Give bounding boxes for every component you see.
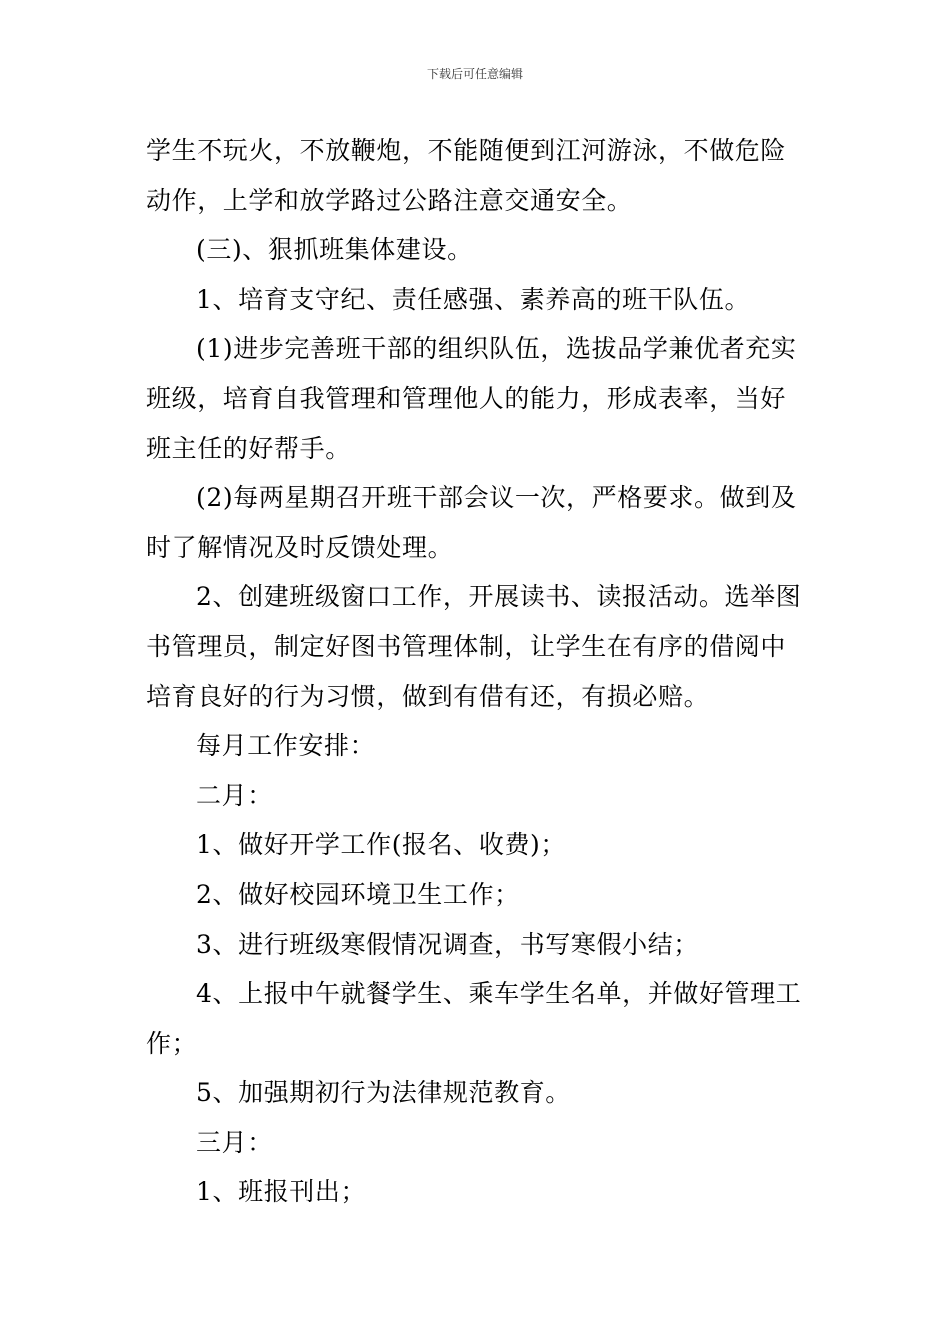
- text-line: 书管理员，制定好图书管理体制，让学生在有序的借阅中: [146, 631, 787, 661]
- text-line: 作；: [146, 1028, 198, 1058]
- text-line: 二月：: [196, 780, 273, 810]
- text-line: 5、加强期初行为法律规范教育。: [196, 1078, 571, 1108]
- text-line: 班主任的好帮手。: [146, 433, 351, 463]
- text-line: (1)进步完善班干部的组织队伍，选拔品学兼优者充实: [196, 334, 797, 364]
- page-header: 下载后可任意编辑: [426, 67, 523, 81]
- document-body: [146, 126, 810, 1217]
- text-line: (2)每两星期召开班干部会议一次，严格要求。做到及: [196, 483, 797, 513]
- text-line: 4、上报中午就餐学生、乘车学生名单，并做好管理工: [196, 979, 802, 1009]
- text-line: 学生不玩火，不放鞭炮，不能随便到江河游泳，不做危险: [146, 136, 787, 165]
- text-line: 2、创建班级窗口工作，开展读书、读报活动。选举图: [196, 582, 802, 612]
- text-line: 1、班报刊出；: [196, 1177, 367, 1207]
- text-line: 1、做好开学工作(报名、收费)；: [196, 830, 567, 860]
- text-line: (三)、狠抓班集体建设。: [196, 235, 473, 265]
- text-line: 每月工作安排：: [196, 731, 376, 761]
- text-line: 班级，培育自我管理和管理他人的能力，形成表率，当好: [146, 383, 787, 413]
- text-line: 2、做好校园环境卫生工作；: [196, 879, 520, 909]
- text-line: 3、进行班级寒假情况调查，书写寒假小结；: [196, 929, 699, 959]
- text-line: 时了解情况及时反馈处理。: [146, 532, 454, 562]
- text-line: 培育良好的行为习惯，做到有借有还，有损必赔。: [146, 681, 710, 711]
- text-line: 1、培育支守纪、责任感强、素养高的班干队伍。: [196, 284, 751, 314]
- text-line: 动作，上学和放学路过公路注意交通安全。: [146, 185, 633, 215]
- text-line: 三月：: [196, 1127, 273, 1157]
